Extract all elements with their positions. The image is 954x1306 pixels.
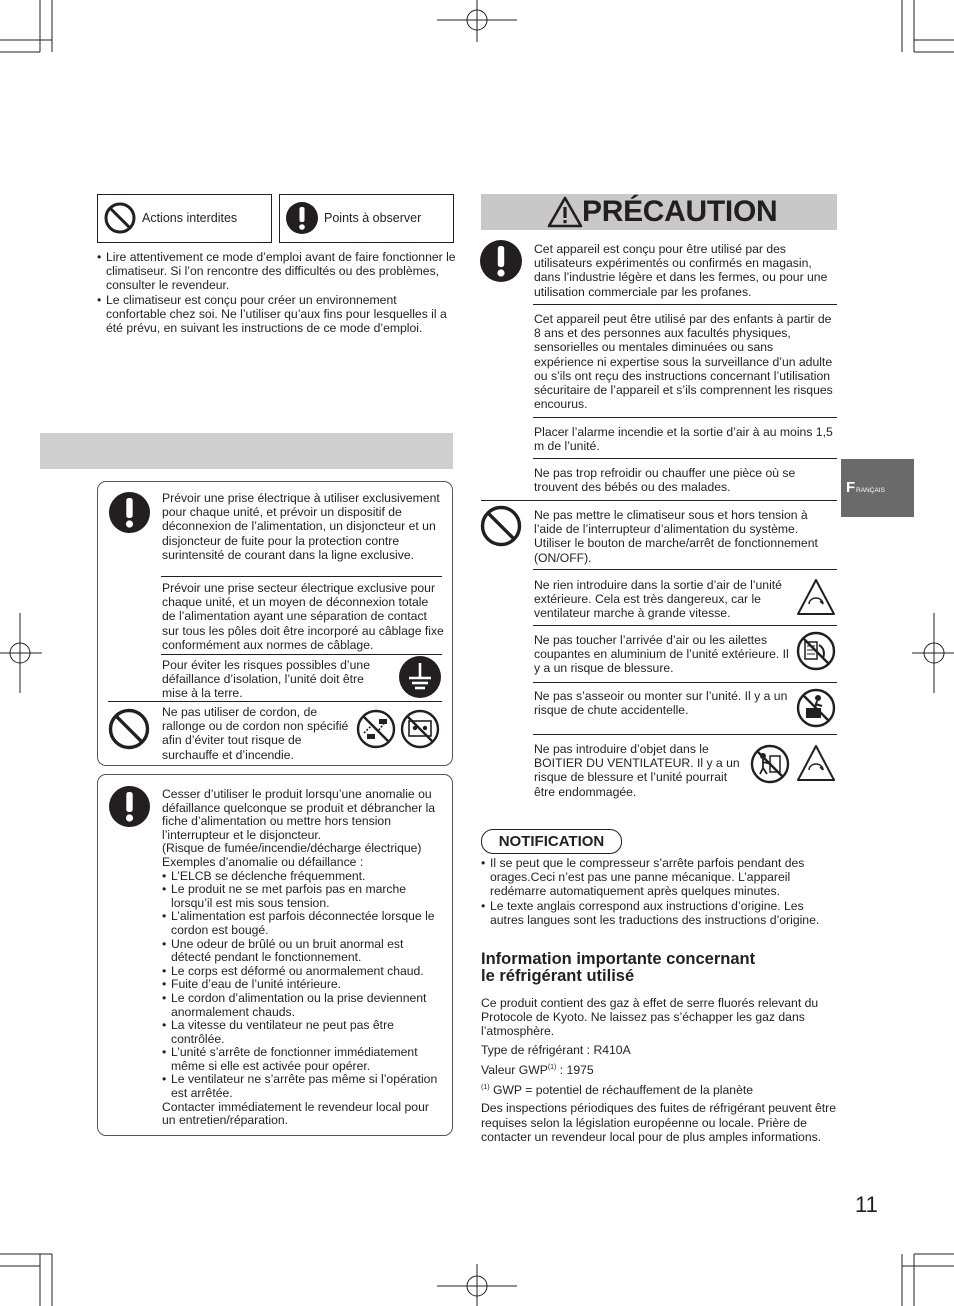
divider: [533, 458, 837, 459]
section-header-bar: [40, 433, 453, 469]
gwp-value: : 1975: [556, 1062, 594, 1077]
precaution-title: PRÉCAUTION: [582, 195, 778, 228]
precaution-p4: Ne pas s’asseoir ou monter sur l’unité. Il y a un risque de chute accidentelle.: [534, 689, 788, 718]
precaution-m1: Cet appareil est conçu pour être utilisé par des utilisateurs expérimentés ou confirmés en magasin, dans l’industrie légère et dans les fermes, ou pour une utilisation commerciale par les profanes.: [534, 242, 828, 299]
intro-bullet: • Lire attentivement ce mode d’emploi avant de faire fonctionner le climatiseur. Si l’on rencontre des difficultés ou des problèmes, consulter le revendeur.: [97, 250, 457, 293]
box2-content: [162, 788, 445, 1128]
refrigerant-heading-line: le réfrigérant utilisé: [481, 967, 635, 985]
notification-bullet: • Il se peut que le compresseur s’arrête parfois pendant des orages.Ceci n’est pas une panne mécanique. L’appareil redémarre automatiquement après quelques minutes.: [481, 856, 839, 899]
precaution-p2: Ne rien introduire dans la sortie d’air de l’unité extérieure. Cela est très dangereux, car le ventilateur marche à grande vitesse.: [534, 578, 782, 621]
language-tab-rest: RANÇAIS: [856, 487, 885, 494]
no-climbing-icon: [796, 688, 836, 728]
box1-item1: Prévoir une prise électrique à utiliser exclusivement pour chaque unité, et prévoir un dispositif de déconnexion de l’alimentation, un disjoncteur et un disjoncteur de fuite pour la protection contre surintensité de courant dans la ligne exclusive.: [162, 491, 440, 562]
refrigerant-footnote: [481, 1081, 841, 1097]
no-object-insertion-icon: [750, 744, 790, 784]
intro-bullets: [97, 250, 457, 335]
box2-examples-label: Exemples d’anomalie ou défaillance :: [162, 854, 364, 869]
divider: [533, 569, 837, 570]
precaution-p3: Ne pas toucher l’arrivée d’air ou les ailettes coupantes en aluminium de l’unité extérieure. Il y a un risque de blessure.: [534, 633, 789, 676]
precaution-p5: Ne pas introduire d’objet dans le BOITIER DU VENTILATEUR. Il y a un risque de blessure et l’unité pourrait être endommagée.: [534, 742, 740, 799]
mandatory-icon: [480, 240, 522, 282]
refrigerant-para1: Ce produit contient des gaz à effet de serre fluorés relevant du Protocole de Kyoto. Ne laissez pas s’échapper les gaz dans l’atmosphère.: [481, 996, 819, 1039]
anomaly-item: • Le cordon d’alimentation ou la prise deviennent anormalement chauds.: [162, 992, 445, 1019]
language-tab: [841, 459, 914, 517]
anomaly-item: • Une odeur de brûlé ou un bruit anormal est détecté pendant le fonctionnement.: [162, 938, 445, 965]
refrigerant-para2: Des inspections périodiques des fuites de réfrigérant peuvent être requises selon la législation européenne ou locale. Prière de contacter un revendeur local pour de plus amples informations.: [481, 1101, 837, 1144]
legend-mandatory-label: Points à observer: [324, 211, 422, 225]
divider: [108, 701, 442, 702]
divider: [481, 500, 837, 501]
anomaly-item: • La vitesse du ventilateur ne peut pas être contrôlée.: [162, 1019, 445, 1046]
prohibition-icon: [108, 708, 150, 750]
notification-badge: NOTIFICATION: [481, 829, 622, 854]
precaution-m2: Cet appareil peut être utilisé par des enfants à partir de 8 ans et des personnes aux facultés physiques, sensorielles ou mentales diminuées ou sans expérience ni expertise sous la surveillance d’un adulte ou s’ils ont reçu des instructions concernant l’utilisation sécuritaire de l’appareil et s’ils comprennent les risques encourus.: [534, 312, 833, 412]
box1-item3: Pour éviter les risques possibles d’une défaillance d’isolation, l’unité doit être mise à la terre.: [162, 658, 370, 701]
prohibition-icon: [104, 202, 136, 234]
precaution-m4: Ne pas trop refroidir ou chauffer une pièce où se trouvent des bébés ou des malades.: [534, 466, 796, 495]
legend-prohibited: [97, 194, 272, 243]
legend-prohibited-label: Actions interdites: [142, 211, 238, 225]
gwp-label: Valeur GWP: [481, 1062, 548, 1077]
anomaly-item: • Fuite d’eau de l’unité intérieure.: [162, 978, 445, 992]
anomaly-item: • Le corps est déformé ou anormalement chaud.: [162, 965, 445, 979]
anomaly-item: • Le produit ne se met parfois pas en marche lorsqu’il est mis sous tension.: [162, 883, 445, 910]
anomaly-item: • L’alimentation est parfois déconnectée lorsque le cordon est bougé.: [162, 910, 445, 937]
warning-triangle-icon: [547, 196, 583, 228]
prohibition-icon: [480, 505, 522, 547]
divider: [533, 417, 837, 418]
divider: [533, 682, 837, 683]
mandatory-icon: [109, 492, 150, 533]
legend-mandatory: [279, 194, 454, 243]
page-number: 11: [855, 1192, 878, 1217]
ground-icon: [399, 656, 441, 698]
refrigerant-heading-line: Information importante concernant: [481, 950, 756, 968]
mandatory-icon: [286, 202, 318, 234]
no-extension-cord-icon: [356, 709, 396, 749]
divider: [161, 654, 442, 655]
box2-closing: Contacter immédiatement le revendeur local pour un entretien/réparation.: [162, 1099, 429, 1128]
footnote-text: GWP = potentiel de réchauffement de la planète: [489, 1083, 754, 1098]
anomaly-item: • L’ELCB se déclenche fréquemment.: [162, 870, 445, 884]
notification-bullet: • Le texte anglais correspond aux instructions d’origine. Les autres langues sont les traductions des instructions d’origine.: [481, 899, 839, 927]
refrigerant-body: [481, 996, 841, 1144]
precaution-p1: Ne pas mettre le climatiseur sous et hors tension à l’aide de l’interrupteur d’alimentation du système. Utiliser le bouton de marche/arrêt de fonctionnement (ON/OFF).: [534, 508, 818, 565]
anomaly-item: • L’unité s’arrête de fonctionner immédiatement même si elle est activée pour opérer.: [162, 1046, 445, 1073]
box1-item4: Ne pas utiliser de cordon, de rallonge ou de cordon non spécifié afin d’éviter tout risque de surchauffe et d’incendie.: [162, 705, 349, 762]
language-tab-initial: F: [846, 479, 856, 496]
box2-risk: (Risque de fumée/incendie/décharge électrique): [162, 841, 422, 856]
box1-item2: Prévoir une prise secteur électrique exclusive pour chaque unité, et un moyen de déconnexion totale de l’alimentation ayant une séparation de contact sur tous les pôles doit être incorporé au câblage fixe conformément aux normes de câblage.: [162, 581, 444, 652]
divider: [533, 734, 837, 735]
gwp-sup: (1): [547, 1063, 557, 1071]
intro-bullet: • Le climatiseur est conçu pour créer un environnement confortable chez soi. Ne l’utiliser qu’aux fins pour lesquelles il a été prévu, en suivant les instructions de ce mode d’emploi.: [97, 293, 457, 336]
rotating-fan-warning-icon: [796, 578, 836, 616]
no-multi-socket-icon: [400, 709, 440, 749]
notification-bullets: [481, 856, 839, 927]
refrigerant-heading: [481, 951, 841, 985]
rotating-fan-warning-icon: [796, 744, 836, 782]
footnote-sup: (1): [481, 1084, 490, 1092]
divider: [533, 625, 837, 626]
divider: [533, 304, 837, 305]
precaution-m3: Placer l’alarme incendie et la sortie d’air à au moins 1,5 m de l’unité.: [534, 425, 833, 454]
box2-intro: Cesser d’utiliser le produit lorsqu’une anomalie ou défaillance quelconque se produit et débrancher la fiche d’alimentation ou mettre hors tension l’interrupteur et le disjoncteur.: [162, 787, 436, 842]
refrigerant-type: Type de réfrigérant : R410A: [481, 1042, 631, 1057]
mandatory-icon: [109, 786, 150, 827]
divider: [161, 576, 442, 577]
no-touch-fins-icon: [796, 631, 836, 671]
refrigerant-gwp: [481, 1061, 841, 1077]
anomaly-item: • Le ventilateur ne s’arrête pas même si l’opération est arrêtée.: [162, 1073, 445, 1100]
